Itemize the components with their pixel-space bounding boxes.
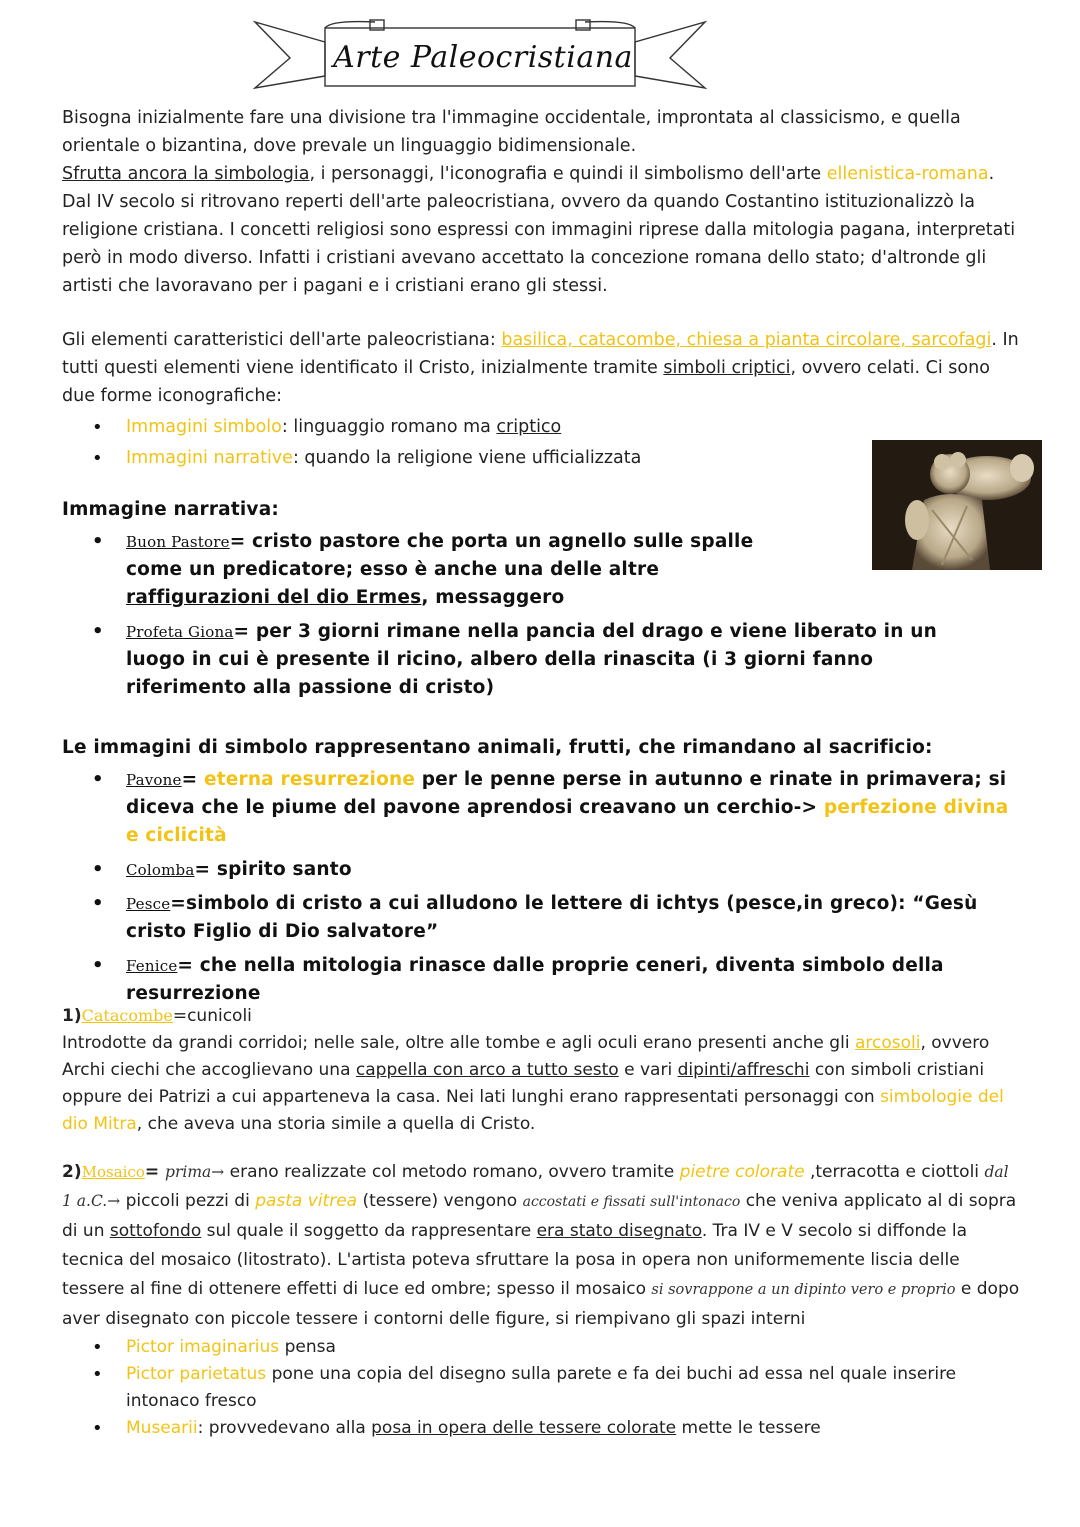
profeta-giona-label: Profeta Giona xyxy=(126,623,234,641)
form-label: Immagini simbolo xyxy=(126,417,282,437)
mosaico-text-g: . Tra IV e V secolo si diffonde la tecnica del mosaico (litostrato). L'artista poteva sfruttare la posa in opera non uniformemente liscia delle tessere al fine di ottenere effetti di luce ed ombre; spesso il mosaico xyxy=(62,1221,968,1299)
intro-paragraph-1: Bisogna inizialmente fare una divisione tra l'immagine occidentale, improntata al classicismo, e quella orientale o bizantina, dove prevale un linguaggio bidimensionale. xyxy=(62,108,961,156)
form-label: Immagini narrative xyxy=(126,448,293,468)
catacombe-highlight-2: simbologie del dio Mitra xyxy=(62,1087,1004,1134)
catacombe-text-c: e vari xyxy=(618,1060,678,1080)
mosaico-label: Mosaico xyxy=(81,1163,145,1181)
simbolo-list xyxy=(62,766,1022,1008)
form-underlined: criptico xyxy=(496,417,562,437)
intro-section xyxy=(62,104,1022,300)
list-item xyxy=(62,412,842,443)
mosaico-text-b: ,terracotta e ciottoli xyxy=(804,1162,985,1182)
mosaico-number: 2) xyxy=(62,1162,82,1182)
buon-pastore-text: = cristo pastore che porta un agnello sulle spalle come un predicatore; esso è anche una delle altre xyxy=(126,531,754,580)
pavone-eq: = xyxy=(181,769,204,790)
page-title: Arte Paleocristiana xyxy=(333,40,633,75)
buon-pastore-label: Buon Pastore xyxy=(126,533,230,551)
role-text: pensa xyxy=(279,1337,336,1357)
list-item xyxy=(62,443,842,474)
list-item xyxy=(62,618,992,702)
role-label: Pictor parietatus xyxy=(126,1364,267,1384)
mosaico-text-h: e dopo aver disegnato con piccole tessere i contorni delle figure, si riempivano gli spazi interni xyxy=(62,1279,1020,1329)
colomba-label: Colomba xyxy=(126,861,195,879)
mosaico-text-c: piccoli pezzi di xyxy=(120,1191,256,1211)
catacombe-underlined-1: cappella con arco a tutto sesto xyxy=(355,1060,619,1080)
mosaico-italic-1: prima→ xyxy=(165,1163,225,1181)
mosaico-section xyxy=(62,1158,1022,1442)
mosaico-highlight-2: pasta vitrea xyxy=(255,1191,358,1211)
catacombe-underlined-2: dipinti/affreschi xyxy=(677,1060,810,1080)
catacombe-highlight: arcosoli xyxy=(854,1033,921,1053)
catacombe-after: =cunicoli xyxy=(172,1006,252,1026)
role-label: Musearii xyxy=(126,1418,198,1438)
mosaico-text-d: (tessere) vengono xyxy=(357,1191,523,1211)
form-text: : quando la religione viene ufficializzata xyxy=(292,448,642,468)
mosaico-paragraph xyxy=(62,1158,1022,1334)
list-item xyxy=(62,890,1022,946)
list-item xyxy=(62,1334,1022,1361)
intro-paragraph-2 xyxy=(62,160,1022,300)
catacombe-text-a: Introdotte da grandi corridoi; nelle sale, oltre alle tombe e agli oculi erano presenti anche gli xyxy=(62,1033,855,1053)
buon-pastore-underlined: raffigurazioni del dio Ermes xyxy=(126,587,422,608)
fenice-text: = che nella mitologia rinasce dalle proprie ceneri, diventa simbolo della resurrezione xyxy=(126,955,944,1004)
elements-underlined: simboli criptici xyxy=(663,358,791,378)
mosaico-underlined-2: era stato disegnato xyxy=(536,1221,702,1241)
mosaico-italic-3: accostati e fissati sull'intonaco xyxy=(522,1194,741,1210)
catacombe-label: Catacombe xyxy=(81,1006,173,1025)
list-item xyxy=(62,1415,1022,1442)
catacombe-section xyxy=(62,1002,1022,1138)
role-label: Pictor imaginarius xyxy=(126,1337,280,1357)
intro-text-a: , i personaggi, l'iconografia e quindi il simbolismo dell'arte xyxy=(309,164,827,184)
list-item xyxy=(62,528,992,612)
role-text: : provvedevano alla xyxy=(197,1418,372,1438)
simbolo-heading: Le immagini di simbolo rappresentano animali, frutti, che rimandano al sacrificio: xyxy=(62,737,933,758)
buon-pastore-text-2: , messaggero xyxy=(421,587,565,608)
elements-text-a: Gli elementi caratteristici dell'arte paleocristiana: xyxy=(62,330,502,350)
elements-highlight: basilica, catacombe, chiesa a pianta circolare, sarcofagi xyxy=(501,330,992,350)
pavone-highlight-2: perfezione divina e ciclicità xyxy=(126,797,1009,846)
mosaico-underlined-1: sottofondo xyxy=(109,1221,202,1241)
role-text: pone una copia del disegno sulla parete e fa dei buchi ad essa nel quale inserire intonaco fresco xyxy=(126,1364,957,1411)
catacombe-number: 1) xyxy=(62,1006,82,1026)
list-item xyxy=(62,952,1022,1008)
profeta-giona-text: = per 3 giorni rimane nella pancia del drago e viene liberato in un luogo in cui è presente il ricino, albero della rinascita (i 3 giorni fanno riferimento alla passione di cristo) xyxy=(126,621,937,698)
mosaico-roles-list xyxy=(62,1334,1022,1442)
elements-text-b: . In tutti questi elementi viene identificato il Cristo, inizialmente tramite xyxy=(62,330,1019,378)
pavone-highlight: eterna resurrezione xyxy=(203,769,416,790)
mosaico-eq: = xyxy=(144,1162,166,1182)
iconographic-forms-list xyxy=(62,412,842,474)
colomba-text: = spirito santo xyxy=(194,859,352,880)
catacombe-paragraph xyxy=(62,1030,1022,1138)
role-underlined: posa in opera delle tessere colorate xyxy=(371,1418,677,1438)
form-text: : linguaggio romano ma xyxy=(281,417,497,437)
catacombe-text-b: , ovvero Archi ciechi che accoglievano una xyxy=(62,1033,990,1080)
pavone-label: Pavone xyxy=(126,771,182,789)
mosaico-italic-4: si sovrappone a un dipinto vero e proprio xyxy=(651,1282,956,1298)
pavone-text: per le penne perse in autunno e rinate in primavera; si diceva che le piume del pavone aprendosi creavano un cerchio-> xyxy=(126,769,1007,818)
pesce-text: =simbolo di cristo a cui alludono le lettere di ichtys (pesce,in greco): “Gesù cristo Figlio di Dio salvatore” xyxy=(126,893,978,942)
simbolo-section xyxy=(62,734,1022,1008)
elements-text-c: , ovvero celati. Ci sono due forme iconografiche: xyxy=(62,358,990,406)
list-item xyxy=(62,856,1022,884)
narrativa-heading: Immagine narrativa: xyxy=(62,499,279,520)
list-item xyxy=(62,766,1022,850)
catacombe-text-d: con simboli cristiani oppure dei Patrizi a cui apparteneva la casa. Nei lati lunghi erano rappresentati personaggi con xyxy=(62,1060,985,1107)
mosaico-text-f: sul quale il soggetto da rappresentare xyxy=(201,1221,537,1241)
list-item xyxy=(62,1361,1022,1415)
role-text-2: mette le tessere xyxy=(676,1418,821,1438)
catacombe-heading xyxy=(62,1002,1022,1030)
narrativa-list xyxy=(62,528,992,702)
mosaico-highlight-1: pietre colorate xyxy=(679,1162,805,1182)
intro-highlight: ellenistica-romana xyxy=(826,164,989,184)
mosaico-text-e: che veniva applicato al di sopra di un xyxy=(62,1191,1017,1241)
fenice-label: Fenice xyxy=(126,957,178,975)
elements-paragraph xyxy=(62,326,1022,410)
pesce-label: Pesce xyxy=(126,895,171,913)
mosaico-italic-2: dal 1 a.C.→ xyxy=(62,1163,1009,1210)
catacombe-text-e: , che aveva una storia simile a quella di Cristo. xyxy=(136,1114,536,1134)
intro-underlined: Sfrutta ancora la simbologia xyxy=(62,164,310,184)
mosaico-text-a: erano realizzate col metodo romano, ovvero tramite xyxy=(224,1162,680,1182)
narrativa-section xyxy=(62,496,992,702)
intro-text-b: . Dal IV secolo si ritrovano reperti dell'arte paleocristiana, ovvero da quando Costantino istituzionalizzò la religione cristiana. I concetti religiosi sono espressi con immagini riprese dalla mitologia pagana, interpretati però in modo diverso. Infatti i cristiani avevano accettato la concezione romana dello stato; d'altronde gli artisti che lavoravano per i pagani e i cristiani erano gli stessi. xyxy=(62,164,1016,296)
